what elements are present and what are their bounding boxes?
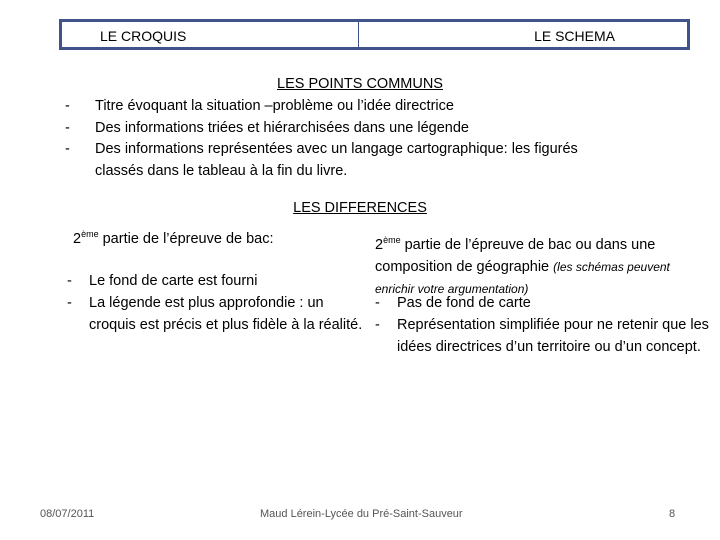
footer-date: 08/07/2011 [40,508,95,520]
dash-marker: - [67,295,72,311]
heading-sup: ème [81,229,99,239]
dash-marker: - [375,295,380,311]
list-item-text: Le fond de carte est fourni [89,273,258,289]
list-item [375,314,710,358]
heading-text: partie de l’épreuve de bac ou dans une composition de géographie [375,237,656,275]
list-item-continuation [65,161,705,183]
common-points-list [65,96,705,183]
heading-num: 2 [73,231,82,247]
dash-marker: - [65,119,70,136]
dash-marker: - [67,273,72,289]
dash-marker: - [375,317,380,333]
header-croquis-label: LE CROQUIS [100,27,187,44]
header-croquis-cell [62,22,359,47]
heading-sup: ème [383,235,401,245]
list-item-text: Pas de fond de carte [397,295,531,311]
common-points-title: LES POINTS COMMUNS [277,76,443,92]
header-schema-cell [359,22,687,47]
footer-author: Maud Lérein-Lycée du Pré-Saint-Sauveur [260,508,463,520]
list-item-text: Des informations triées et hiérarchisées dans une légende [95,119,469,136]
schema-note: (les schémas peuvent enrichir votre argumentation) [375,260,670,296]
differences-title: LES DIFFERENCES [293,200,427,216]
list-item-text: Titre évoquant la situation –problème ou l’idée directrice [95,98,454,114]
croquis-differences-list [67,270,365,336]
list-item-text: Représentation simplifiée pour ne retenir que les idées directrices d’un territoire ou d’un concept. [397,317,709,355]
schema-heading [375,229,710,300]
heading-num: 2 [375,237,384,253]
list-item-text: Des informations représentées avec un langage cartographique: les figurés [95,141,578,158]
list-item [65,96,705,118]
list-item-text: classés dans le tableau à la fin du livre. [95,163,348,180]
header-schema-label: LE SCHEMA [534,27,615,44]
header-table [59,19,690,50]
list-item [375,292,710,314]
schema-differences-list [375,292,710,358]
list-item [65,139,705,161]
list-item [65,118,705,140]
croquis-heading [73,229,363,247]
dash-marker: - [65,98,70,114]
list-item-text: La légende est plus approfondie : un croquis est précis et plus fidèle à la réalité. [89,295,363,333]
dash-marker: - [65,141,70,158]
list-item [67,270,365,292]
heading-text: partie de l’épreuve de bac: [98,231,274,247]
footer-page-number: 8 [669,508,676,520]
list-item [67,292,365,336]
